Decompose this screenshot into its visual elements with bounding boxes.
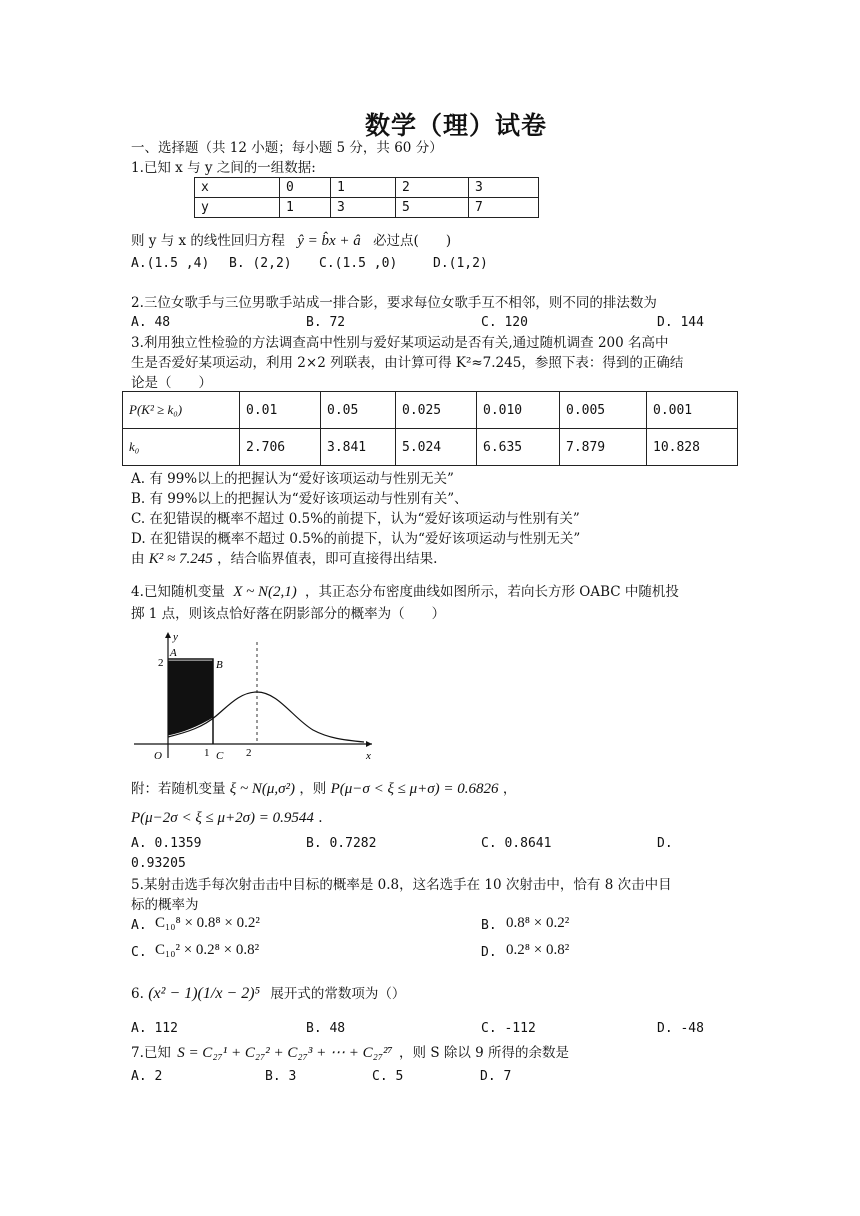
q3-stem-line-2: 生是否爱好某项运动，利用 2×2 列联表，由计算可得 K²≈7.245，参照下表：得到的正确结: [131, 355, 684, 371]
q7-math: S = C₂₇¹ + C₂₇² + C₂₇³ + ⋯ + C₂₇²⁷: [177, 1045, 393, 1061]
table-cell: 5: [396, 198, 469, 218]
label-y: y: [173, 631, 178, 643]
q3-note-math: K² ≈ 7.245: [148, 551, 213, 567]
table-cell: y: [195, 198, 280, 218]
label-2-x: 2: [246, 747, 252, 759]
q7-stem: [131, 1044, 569, 1062]
q4-appendix-line-1: [131, 780, 516, 798]
label-A: A: [170, 647, 177, 659]
q2-option-c: C. 120: [481, 315, 528, 330]
q3-note-post: ，结合临界值表，即可直接得出结果.: [217, 551, 438, 567]
q6-stem: [131, 985, 405, 1003]
q4-appendix-pre: 附：若随机变量: [131, 781, 226, 797]
table-cell: 1: [331, 178, 396, 198]
q7-option-d: D. 7: [480, 1069, 512, 1084]
q7-option-c: C. 5: [372, 1069, 404, 1084]
x-axis-arrow: [366, 741, 372, 747]
q1-line: [131, 232, 451, 250]
table-cell: 3: [331, 198, 396, 218]
q5-option-c-math: C₁₀² × 0.2⁸ × 0.8²: [155, 942, 260, 958]
q5-option-a-label: A.: [131, 918, 147, 933]
q3-option-c: C. 在犯错误的概率不超过 0.5%的前提下，认为“爱好该项运动与性别有关”: [131, 511, 580, 527]
q4-option-d: D.: [657, 836, 673, 851]
q2-option-d: D. 144: [657, 315, 704, 330]
table-row: [195, 198, 539, 218]
q1-option-b: B. (2,2): [229, 256, 292, 271]
q6-math: (x² − 1)(1/x − 2)⁵: [148, 985, 261, 1002]
table-row-header: P(K² ≥ k₀): [123, 392, 240, 429]
table-cell: 3: [469, 178, 539, 198]
q3-note-pre: 由: [131, 551, 145, 567]
q3-option-d: D. 在犯错误的概率不超过 0.5%的前提下，认为“爱好该项运动与性别无关”: [131, 531, 581, 547]
table-cell: 0.05: [321, 392, 396, 429]
table-cell: 0.001: [647, 392, 738, 429]
q4-appendix-end: ，: [502, 781, 517, 797]
q5-option-d-math: 0.2⁸ × 0.8²: [506, 942, 570, 958]
q7-option-a: A. 2: [131, 1069, 163, 1084]
q3-option-b: B. 有 99%以上的把握认为“爱好该项运动与性别有关”、: [131, 491, 468, 507]
q4-math: X ~ N(2,1): [233, 584, 297, 600]
table-row: [123, 429, 738, 466]
q1-line-pre: 则 y 与 x 的线性回归方程: [131, 233, 285, 249]
page-title: 数学（理）试卷: [365, 111, 548, 140]
q5-option-b-label: B.: [481, 918, 497, 933]
q5-option-d-label: D.: [481, 945, 497, 960]
table-cell: 10.828: [647, 429, 738, 466]
q6-option-d: D. -48: [657, 1021, 704, 1036]
q1-line-post: 必过点( ): [373, 233, 452, 249]
shaded-region: [168, 661, 213, 735]
table-cell: 0: [280, 178, 331, 198]
q6-option-c: C. -112: [481, 1021, 536, 1036]
table-cell: 0.01: [240, 392, 321, 429]
q6-option-a: A. 112: [131, 1021, 178, 1036]
table-row: [123, 392, 738, 429]
q4-option-b: B. 0.7282: [306, 836, 377, 851]
q3-stem-line-1: 3.利用独立性检验的方法调查高中性别与爱好某项运动是否有关,通过随机调查 200 名高中: [131, 335, 669, 351]
q4-appendix-m1: ξ ~ N(μ,σ²): [229, 781, 296, 797]
label-2-y: 2: [158, 657, 164, 669]
table-row: [195, 178, 539, 198]
q7-option-b: B. 3: [265, 1069, 297, 1084]
label-O: O: [154, 750, 162, 762]
q3-option-a: A. 有 99%以上的把握认为“爱好该项运动与性别无关”: [131, 471, 454, 487]
normal-distribution-figure: [128, 628, 378, 763]
label-C: C: [216, 750, 224, 762]
q5-option-a-math: C₁₀⁸ × 0.8⁸ × 0.2²: [155, 915, 260, 931]
q1-data-table: [194, 177, 539, 218]
q4-appendix-m3: P(μ−2σ < ξ ≤ μ+2σ) = 0.9544: [131, 810, 314, 826]
table-cell: 7: [469, 198, 539, 218]
q6-post: 展开式的常数项为（）: [270, 986, 406, 1002]
y-axis-arrow: [165, 632, 171, 638]
table-cell: 2.706: [240, 429, 321, 466]
q4-option-d-value: 0.93205: [131, 856, 186, 871]
table-cell: 1: [280, 198, 331, 218]
q4-appendix-line-2: [131, 809, 323, 827]
table-cell: 3.841: [321, 429, 396, 466]
table-cell: 0.025: [396, 392, 477, 429]
q3-stem-line-3: 论是（ ）: [131, 375, 212, 391]
q4-stem-line-2: 掷 1 点，则该点恰好落在阴影部分的概率为（ ）: [131, 606, 446, 622]
table-cell: 0.010: [477, 392, 560, 429]
q3-note: [131, 550, 437, 568]
table-cell: 7.879: [560, 429, 647, 466]
table-cell: 6.635: [477, 429, 560, 466]
q4-pre: 4.已知随机变量: [131, 584, 225, 600]
q4-appendix-mid: ，则: [299, 781, 327, 797]
q1-equation: ŷ = b̂x + â: [297, 233, 361, 249]
q4-option-c: C. 0.8641: [481, 836, 552, 851]
q1-stem: 1.已知 x 与 y 之间的一组数据:: [131, 160, 316, 176]
label-1: 1: [204, 747, 210, 759]
table-cell: x: [195, 178, 280, 198]
q5-option-b-math: 0.8⁸ × 0.2²: [506, 915, 570, 931]
q4-appendix-end2: .: [318, 810, 323, 826]
q4-appendix-m2: P(μ−σ < ξ ≤ μ+σ) = 0.6826: [330, 781, 499, 797]
q2-stem: 2.三位女歌手与三位男歌手站成一排合影，要求每位女歌手互不相邻，则不同的排法数为: [131, 295, 657, 311]
q7-pre: 7.已知: [131, 1045, 171, 1061]
label-x: x: [366, 750, 371, 762]
q1-option-a: A.(1.5 ,4): [131, 256, 210, 271]
section-heading: 一、选择题（共 12 小题；每小题 5 分，共 60 分）: [131, 140, 443, 156]
q3-critical-value-table: [122, 391, 738, 466]
q1-option-d: D.(1,2): [433, 256, 488, 271]
label-B: B: [216, 659, 223, 671]
q4-option-a: A. 0.1359: [131, 836, 202, 851]
q1-option-c: C.(1.5 ,0): [319, 256, 398, 271]
q6-option-b: B. 48: [306, 1021, 346, 1036]
table-cell: 0.005: [560, 392, 647, 429]
q5-stem-line-1: 5.某射击选手每次射击击中目标的概率是 0.8，这名选手在 10 次射击中，恰有 8 次击中目: [131, 877, 672, 893]
table-cell: 2: [396, 178, 469, 198]
q5-option-c-label: C.: [131, 945, 147, 960]
q5-stem-line-2: 标的概率为: [131, 897, 199, 913]
q6-num: 6.: [131, 986, 144, 1002]
q7-post: ，则 S 除以 9 所得的余数是: [399, 1045, 570, 1061]
table-row-header: k₀: [123, 429, 240, 466]
q2-option-b: B. 72: [306, 315, 346, 330]
q2-option-a: A. 48: [131, 315, 171, 330]
table-cell: 5.024: [396, 429, 477, 466]
q4-stem-line-1: [131, 583, 679, 601]
q4-post: ，其正态分布密度曲线如图所示，若向长方形 OABC 中随机投: [305, 584, 679, 600]
